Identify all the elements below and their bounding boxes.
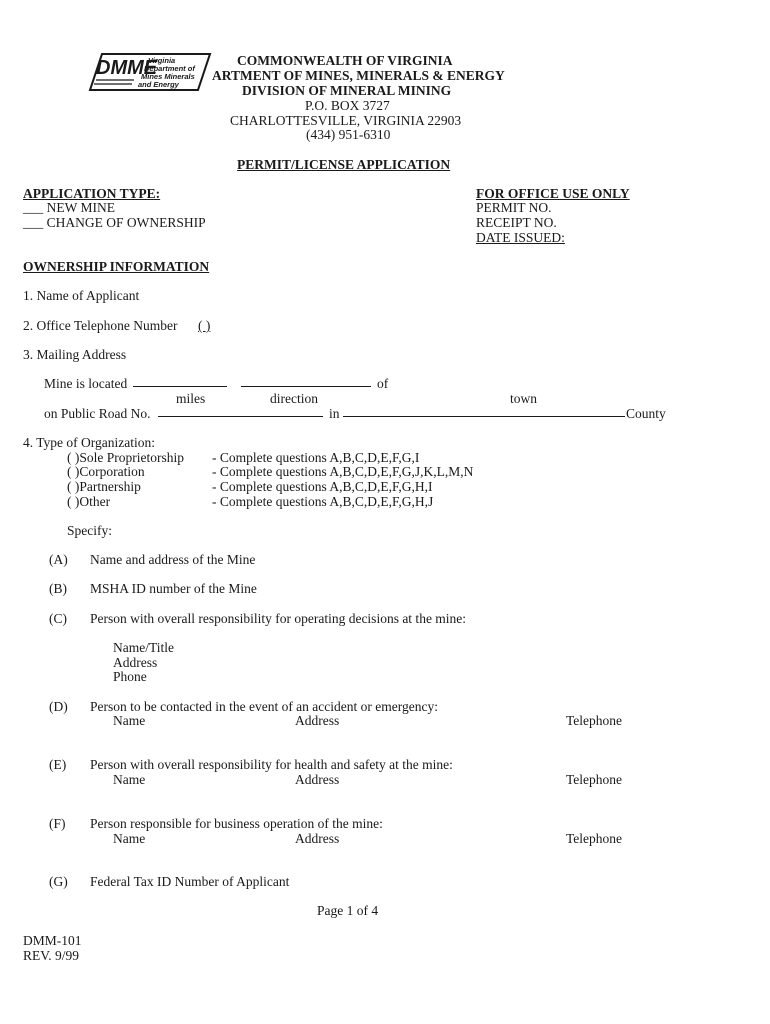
question-g-text: Federal Tax ID Number of Applicant <box>90 874 290 889</box>
question-c-name-title: Name/Title <box>113 640 175 655</box>
telephone-area-code-field[interactable]: ( ) <box>198 318 211 333</box>
question-e-letter: (E) <box>49 757 67 772</box>
header-phone: (434) 951-6310 <box>306 127 391 142</box>
question-g-letter: (G) <box>49 874 68 889</box>
question-d-name-col: Name <box>113 713 146 728</box>
permit-no-label: PERMIT NO. <box>476 200 552 215</box>
form-number: DMM-101 <box>23 933 82 948</box>
question-d-telephone-col: Telephone <box>566 713 623 728</box>
direction-field[interactable] <box>241 374 371 387</box>
logo-line-3: Mines Minerals <box>141 72 195 81</box>
option-change-of-ownership[interactable]: ___ CHANGE OF OWNERSHIP <box>23 215 206 230</box>
question-d-text: Person to be contacted in the event of an accident or emergency: <box>90 699 438 714</box>
question-e-address-col: Address <box>295 772 340 787</box>
direction-label: direction <box>270 391 318 406</box>
header-line-1: COMMONWEALTH OF VIRGINIA <box>237 53 453 68</box>
header-city: CHARLOTTESVILLE, VIRGINIA 22903 <box>230 113 462 128</box>
logo-line-4: and Energy <box>138 80 179 89</box>
org-option-corporation[interactable]: ( )Corporation <box>67 464 145 479</box>
question-b-text: MSHA ID number of the Mine <box>90 581 257 596</box>
county-label: County <box>626 406 666 421</box>
dmme-logo <box>88 50 212 94</box>
header-line-3: DIVISION OF MINERAL MINING <box>242 83 452 98</box>
org-note-partnership: - Complete questions A,B,C,D,E,F,G,H,I <box>212 479 433 494</box>
county-field[interactable] <box>343 404 625 417</box>
page-number: Page 1 of 4 <box>317 903 379 918</box>
question-b-letter: (B) <box>49 581 67 596</box>
public-road-field[interactable] <box>158 404 323 417</box>
question-e-text: Person with overall responsibility for health and safety at the mine: <box>90 757 453 772</box>
date-issued-label: DATE ISSUED: <box>476 230 565 245</box>
org-note-other: - Complete questions A,B,C,D,E,F,G,H,J <box>212 494 434 509</box>
question-c-phone: Phone <box>113 669 147 684</box>
question-c-text: Person with overall responsibility for operating decisions at the mine: <box>90 611 467 626</box>
logo-letters: DMME <box>96 57 158 79</box>
question-c-address: Address <box>113 655 158 670</box>
receipt-no-label: RECEIPT NO. <box>476 215 557 230</box>
question-c-letter: (C) <box>49 611 67 626</box>
question-4-label: 4. Type of Organization: <box>23 435 156 450</box>
org-note-corporation: - Complete questions A,B,C,D,E,F,G,J,K,L,M,N <box>212 464 474 479</box>
org-option-sole-proprietorship[interactable]: ( )Sole Proprietorship <box>67 450 184 465</box>
logo-line-2: Department of <box>144 64 195 73</box>
question-d-letter: (D) <box>49 699 68 714</box>
form-title: PERMIT/LICENSE APPLICATION <box>237 157 451 172</box>
miles-label: miles <box>176 391 206 406</box>
option-new-mine[interactable]: ___ NEW MINE <box>23 200 115 215</box>
mine-located-label: Mine is located <box>44 376 128 391</box>
question-a-text: Name and address of the Mine <box>90 552 256 567</box>
header-line-2: ARTMENT OF MINES, MINERALS & ENERGY <box>212 68 505 83</box>
office-use-heading: FOR OFFICE USE ONLY <box>476 186 630 201</box>
org-note-sole-proprietorship: - Complete questions A,B,C,D,E,F,G,I <box>212 450 420 465</box>
town-label: town <box>510 391 537 406</box>
question-f-letter: (F) <box>49 816 66 831</box>
in-label: in <box>329 406 340 421</box>
question-f-telephone-col: Telephone <box>566 831 623 846</box>
header-po-box: P.O. BOX 3727 <box>305 98 390 113</box>
question-e-name-col: Name <box>113 772 146 787</box>
public-road-label: on Public Road No. <box>44 406 151 421</box>
org-option-partnership[interactable]: ( )Partnership <box>67 479 141 494</box>
specify-label: Specify: <box>67 523 112 538</box>
application-type-heading: APPLICATION TYPE: <box>23 186 161 201</box>
question-3-label: 3. Mailing Address <box>23 347 127 362</box>
question-d-address-col: Address <box>295 713 340 728</box>
question-a-letter: (A) <box>49 552 68 567</box>
question-f-text: Person responsible for business operation of the mine: <box>90 816 383 831</box>
miles-field[interactable] <box>133 374 227 387</box>
question-f-address-col: Address <box>295 831 340 846</box>
logo-line-1: Virginia <box>148 56 176 65</box>
question-2-label: 2. Office Telephone Number <box>23 318 178 333</box>
revision-date: REV. 9/99 <box>23 948 80 963</box>
question-f-name-col: Name <box>113 831 146 846</box>
ownership-heading: OWNERSHIP INFORMATION <box>23 259 210 274</box>
org-option-other[interactable]: ( )Other <box>67 494 111 509</box>
question-e-telephone-col: Telephone <box>566 772 623 787</box>
question-1-label: 1. Name of Applicant <box>23 288 140 303</box>
of-label: of <box>377 376 389 391</box>
